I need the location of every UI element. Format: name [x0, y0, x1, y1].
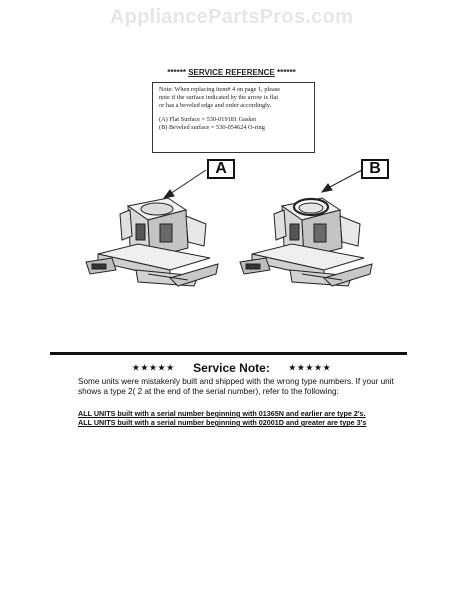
label-a: A [207, 159, 235, 179]
option-beveled-surface: (B) Beveled surface = 530-054624 O-ring [159, 123, 265, 131]
note-line-2: note if the surface indicated by the arrow is flat [159, 94, 279, 102]
bore-a [141, 203, 173, 215]
rule-type-2: ALL UNITS built with a serial number beginning with 01365N and earlier are type 2's. [78, 409, 366, 418]
stars-left: ****** [167, 68, 186, 77]
stars-right: ★★★★★ [288, 362, 332, 373]
arrow-head-a [164, 190, 174, 198]
housing-figure-a [78, 158, 228, 308]
housing-figure-b [232, 158, 382, 308]
serial-number-rules [78, 409, 418, 427]
rule-type-3: ALL UNITS built with a serial number beginning with 02001D and greater are type 3's [78, 418, 367, 427]
stars-right: ****** [277, 68, 296, 77]
service-reference-note [152, 82, 315, 153]
arrow-line-b [328, 170, 362, 188]
stars-left: ★★★★★ [131, 362, 175, 373]
watermark: AppliancePartsPros.com [109, 6, 354, 28]
service-reference-heading: SERVICE REFERENCE [188, 68, 275, 77]
label-b: B [361, 159, 389, 179]
option-flat-surface: (A) Flat Surface = 530-019181 Gasket [159, 115, 257, 123]
service-reference-title [0, 68, 463, 77]
arrow-line-a [170, 170, 206, 194]
arrow-head-b [322, 184, 332, 192]
note-line-1: Note: When replacing item# 4 on page 1, please [159, 86, 281, 93]
section-divider [50, 352, 407, 355]
note-line-3: or has a beveled edge and order accordingly. [159, 102, 272, 110]
service-note-title: Service Note: [193, 360, 270, 375]
service-note-body: Some units were mistakenly built and shipped with the wrong type numbers. If your unit shows a type 2( 2 at the end of the serial number), refer to the following: [78, 377, 394, 396]
service-note-heading [0, 359, 463, 377]
